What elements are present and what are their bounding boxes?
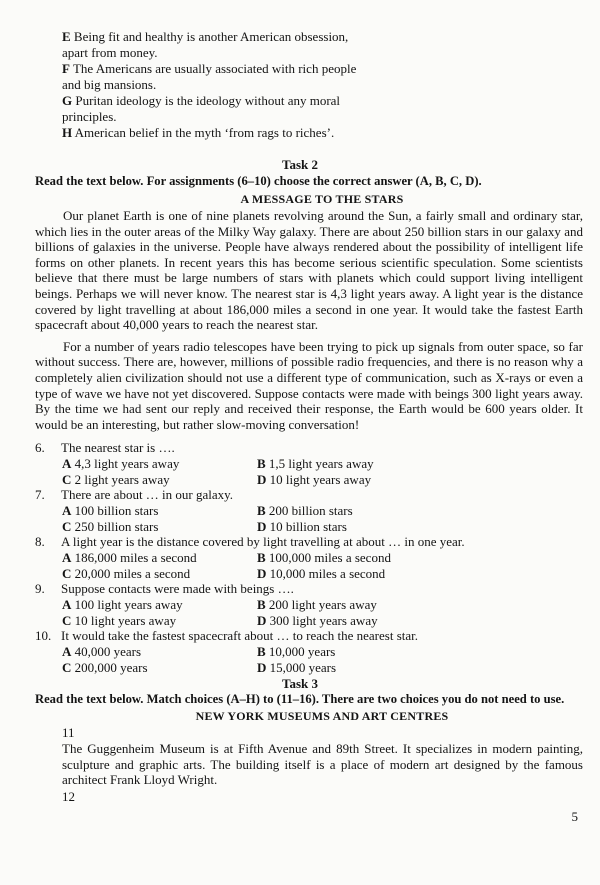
option-b: B 1,5 light years away — [257, 456, 374, 471]
option-a: A 100 billion stars — [62, 503, 159, 518]
option-c: C 2 light years away — [62, 472, 170, 487]
page-number: 5 — [571, 809, 578, 824]
question-8: 8. A light year is the distance covered by light travelling at about … in one year. — [35, 534, 465, 549]
option-d: D 10 light years away — [257, 472, 372, 487]
choice-e: E Being fit and healthy is another American obsession, apart from money. — [62, 29, 349, 60]
option-b: B 10,000 years — [257, 644, 336, 659]
choice-g: G Puritan ideology is the ideology without any moral principles. — [62, 93, 341, 124]
choice-h: H American belief in the myth ‘from rags to riches’. — [62, 125, 335, 140]
task3-heading: Task 3 — [281, 676, 319, 691]
option-c: C 250 billion stars — [62, 519, 159, 534]
item-number-11: 11 — [62, 725, 75, 740]
task3-instruction: Read the text below. Match choices (A–H) to (11–16). There are two choices you do not need to use. — [35, 692, 565, 706]
question-9: 9. Suppose contacts were made with beings …. — [35, 581, 294, 596]
option-a: A 40,000 years — [62, 644, 142, 659]
question-10: 10. It would take the fastest spacecraft about … to reach the nearest star. — [35, 628, 418, 643]
option-c: C 10 light years away — [62, 613, 177, 628]
option-b: B 200 billion stars — [257, 503, 353, 518]
option-d: D 300 light years away — [257, 613, 378, 628]
option-c: C 200,000 years — [62, 660, 148, 675]
option-b: B 200 light years away — [257, 597, 377, 612]
option-c: C 20,000 miles a second — [62, 566, 191, 581]
task2-paragraph: For a number of years radio telescopes have been trying to pick up signals from outer space, so far without success. There are, however, millions of possible radio frequencies, and there is no reason why a completely alien civilization should not use a different type of communication, such as X-rays or even a type of wave we have not yet discovered. Suppose contacts were made with beings 300 light years away. By the time we had sent our reply and received their response, the Earth would be 600 years older. It would be an interesting, but rather slow-moving conversation! — [35, 338, 583, 432]
task2-title: A MESSAGE TO THE STARS — [240, 192, 404, 206]
item-11-text: The Guggenheim Museum is at Fifth Avenue and 89th Street. It specializes in modern painting, sculpture and graphic arts. The building itself is a place of modern art designed by the famous architect Frank Lloyd Wright. — [62, 741, 583, 788]
option-d: D 10,000 miles a second — [257, 566, 386, 581]
task2-paragraph: Our planet Earth is one of nine planets revolving around the Sun, a fairly small and ordinary star, which lies in the outer areas of the Milky Way galaxy. There are about 250 billion stars in our galaxy and billions of galaxies in the universe. People have always rendered about the possibility of intelligent life forms on other planets. In recent years this has become serious scientific speculation. Some scientists believe that there must be large numbers of stars with planets which could support living intelligent beings. Perhaps we will never know. The nearest star is 4,3 light years away. A light year is the distance covered by light travelling at about 186,000 miles a second in one year. It would take the fastest Earth spacecraft about 40,000 years to reach the nearest star. — [35, 208, 583, 333]
task2-heading: Task 2 — [281, 157, 319, 172]
option-b: B 100,000 miles a second — [257, 550, 391, 565]
option-a: A 100 light years away — [62, 597, 183, 612]
option-a: A 186,000 miles a second — [62, 550, 197, 565]
option-d: D 10 billion stars — [257, 519, 347, 534]
question-6: 6. The nearest star is …. — [35, 440, 175, 455]
question-7: 7. There are about … in our galaxy. — [35, 487, 234, 502]
task3-title: NEW YORK MUSEUMS AND ART CENTRES — [195, 709, 449, 723]
option-a: A 4,3 light years away — [62, 456, 180, 471]
task2-passage — [35, 208, 583, 432]
item-number-12: 12 — [62, 789, 75, 804]
task2-instruction: Read the text below. For assignments (6–10) choose the correct answer (A, B, C, D). — [35, 174, 482, 188]
choice-f: F The Americans are usually associated with rich people and big mansions. — [62, 61, 357, 92]
option-d: D 15,000 years — [257, 660, 337, 675]
